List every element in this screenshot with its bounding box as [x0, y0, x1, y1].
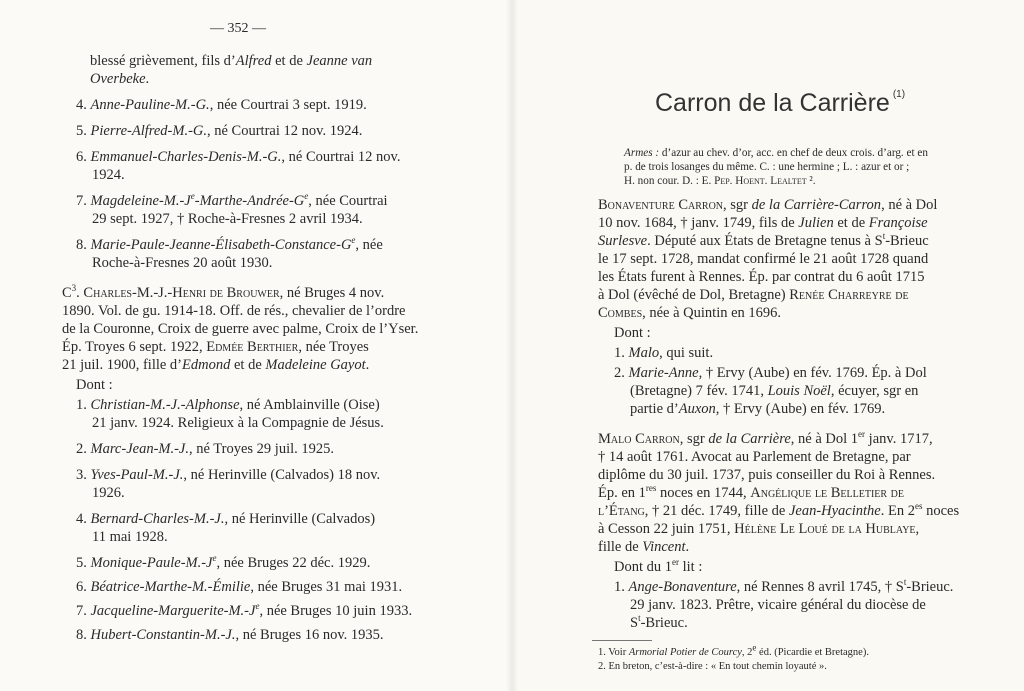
paragraph-line: fille de Vincent. — [598, 539, 690, 555]
dont-label: Dont : — [614, 325, 651, 341]
book-gutter — [506, 0, 518, 691]
c3-line: de la Couronne, Croix de guerre avec palme, Croix de l’Yser. — [62, 321, 419, 337]
armes-line: H. non cour. D. : E. Pep. Hoent. Lealtet ². — [624, 175, 816, 187]
list-item: 8. Hubert-Constantin-M.-J., né Bruges 16 nov. 1935. — [76, 627, 384, 643]
list-item: 6. Emmanuel-Charles-Denis-M.-G., né Courtrai 12 nov. — [76, 149, 401, 165]
list-item-cont: 29 janv. 1823. Prêtre, vicaire général du diocèse de — [630, 597, 926, 613]
paragraph-line: Bonaventure Carron, sgr de la Carrière-Carron, né à Dol — [598, 197, 938, 213]
list-item: 1. Christian-M.-J.-Alphonse, né Amblainville (Oise) — [76, 397, 380, 413]
list-item: 2. Marc-Jean-M.-J., né Troyes 29 juil. 1925. — [76, 441, 335, 457]
right-page — [512, 0, 1024, 691]
paragraph-line: diplôme du 30 juil. 1737, puis conseiller du Roi à Rennes. — [598, 467, 936, 483]
list-item: 2. Marie-Anne, † Ervy (Aube) en fév. 1769. Ép. à Dol — [614, 365, 927, 381]
list-item-cont: partie d’Auxon, † Ervy (Aube) en fév. 1769. — [630, 401, 886, 417]
list-item-cont: 29 sept. 1927, † Roche-à-Fresnes 2 avril 1934. — [92, 211, 363, 227]
paragraph-line: Combes, née à Quintin en 1696. — [598, 305, 782, 321]
list-item: 1. Malo, qui suit. — [614, 345, 714, 361]
list-item: 5. Monique-$Paule-M.-J^e$, née Bruges 22 déc. 1929. — [76, 553, 371, 571]
dont-label: Dont : — [76, 377, 113, 393]
paragraph-line: 10 nov. 1684, † janv. 1749, fils de Julien et de Françoise — [598, 215, 928, 231]
list-item: 4. Bernard-Charles-M.-J., né Herinville (Calvados) — [76, 511, 376, 527]
c3-line: Ép. Troyes 6 sept. 1922, Edmée Berthier, née Troyes — [62, 339, 369, 355]
continuation-line: Overbeke. — [90, 71, 150, 87]
list-item-cont: $S^t$-Brieuc. — [630, 613, 688, 631]
paragraph-line: Malo Carron, sgr de la Carrière, né à Dol 1er janv. 1717, — [598, 429, 933, 447]
paragraph-line: Ép. en 1res noces en 1744, Angélique le Belletier de — [598, 483, 905, 501]
list-item: 7. Jacqueline-$Marguerite-M.-J^e$, née Bruges 10 juin 1933. — [76, 601, 413, 619]
list-item: 3. Yves-Paul-M.-J., né Herinville (Calvados) 18 nov. — [76, 467, 381, 483]
dont-label: Dont du 1er lit : — [614, 557, 703, 575]
list-item: 1. Ange-Bonaventure, né Rennes 8 avril 1745, † $S^t$-Brieuc. — [614, 577, 954, 595]
paragraph-line: le 17 sept. 1728, mandat confirmé le 21 août 1728 quand — [598, 251, 929, 267]
list-item-cont: Roche-à-Fresnes 20 août 1930. — [92, 255, 273, 271]
list-item-cont: 11 mai 1928. — [92, 529, 168, 545]
footnote: 1. Voir Armorial Potier de Courcy, 2e éd. (Picardie et Bretagne). — [598, 642, 869, 658]
list-item: 8. Marie-$Paule-Jeanne-Élisabeth-Constance-G^e$, née — [76, 235, 383, 253]
c3-line: 1890. Vol. de gu. 1914-18. Off. de rés., chevalier de l’ordre — [62, 303, 406, 319]
paragraph-line: l’Étang, † 21 déc. 1749, fille de Jean-Hyacinthe. En $2^{es}$ noces — [598, 501, 960, 519]
page-title: Carron de la Carrière $^{(1)}$ — [655, 89, 906, 117]
list-item: 5. Pierre-Alfred-M.-G., né Courtrai 12 nov. 1924. — [76, 123, 363, 139]
paragraph-line: à Cesson 22 juin 1751, Hélène Le Loué de la Hublaye, — [598, 521, 920, 537]
continuation-line: blessé grièvement, fils d’Alfred et de Jeanne van — [90, 53, 373, 69]
paragraph-line: à Dol (évêché de Dol, Bretagne) Renée Charreyre de — [598, 287, 909, 303]
armes-line: Armes : d’azur au chev. d’or, acc. en chef de deux crois. d’arg. et en — [624, 147, 928, 159]
paragraph-line: † 14 août 1761. Avocat au Parlement de Bretagne, par — [598, 449, 911, 465]
list-item-cont: 1924. — [92, 167, 125, 183]
footnote-rule — [592, 640, 652, 641]
list-item-cont: (Bretagne) 7 fév. 1741, Louis Noël, écuyer, sgr en — [630, 383, 919, 399]
list-item: 6. Béatrice-Marthe-M.-Émilie, née Bruges 31 mai 1931. — [76, 579, 403, 595]
paragraph-line: Surlesve. Député aux États de Bretagne tenus à $S^t$-Brieuc — [598, 231, 929, 249]
list-item: 7. Magdeleine-$M.-J^e-Marthe-Andrée-G^e$, née Courtrai — [76, 191, 388, 209]
list-item-cont: 1926. — [92, 485, 125, 501]
c3-line: $C^3$. Charles-M.-J.-Henri de Brouwer, né Bruges 4 nov. — [62, 283, 385, 301]
c3-line: 21 juil. 1900, fille d’Edmond et de Madeleine Gayot. — [62, 357, 370, 373]
list-item: 4. Anne-Pauline-M.-G., née Courtrai 3 sept. 1919. — [76, 97, 367, 113]
list-item-cont: 21 janv. 1924. Religieux à la Compagnie de Jésus. — [92, 415, 384, 431]
armes-line: p. de trois losanges du même. C. : une hermine ; L. : azur et or ; — [624, 161, 910, 173]
page-number: — 352 — — [210, 21, 266, 36]
paragraph-line: les États furent à Rennes. Ép. par contrat du 6 août 1715 — [598, 269, 925, 285]
footnote: 2. En breton, c’est-à-dire : « En tout chemin loyauté ». — [598, 661, 827, 672]
